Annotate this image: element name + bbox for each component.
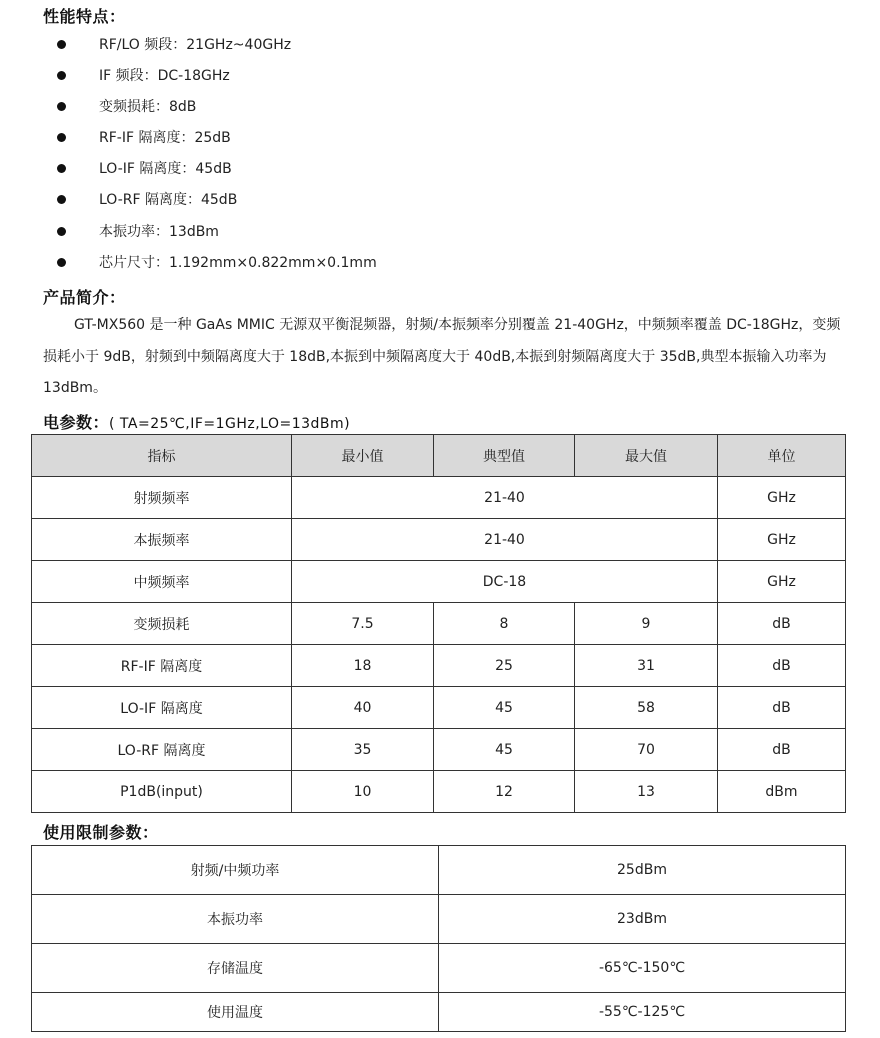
feature-text: RF/LO 频段：21GHz~40GHz: [99, 37, 292, 53]
limit-name: 使用温度: [32, 993, 439, 1032]
feature-item: [0, 248, 880, 279]
table-row: [32, 895, 846, 944]
table-row: [32, 519, 846, 561]
table-row: [32, 561, 846, 603]
feature-item: [0, 92, 880, 123]
param-name: 射频频率: [32, 477, 292, 519]
table-row: [32, 993, 846, 1032]
bullet-icon: [57, 258, 66, 267]
feature-text: 本振功率：13dBm: [99, 224, 219, 240]
header-cell: 最大值: [575, 435, 718, 477]
bullet-icon: [57, 133, 66, 142]
limit-value: 23dBm: [439, 895, 846, 944]
bullet-icon: [57, 195, 66, 204]
param-value: DC-18: [292, 561, 718, 603]
param-unit: dB: [718, 687, 846, 729]
param-min: 7.5: [292, 603, 434, 645]
limits-title: 使用限制参数：: [43, 823, 159, 842]
table-row: [32, 771, 846, 813]
bullet-icon: [57, 227, 66, 236]
param-unit: dB: [718, 729, 846, 771]
param-typ: 45: [434, 687, 575, 729]
header-cell: 指标: [32, 435, 292, 477]
param-max: 13: [575, 771, 718, 813]
bullet-icon: [57, 102, 66, 111]
feature-text: 变频损耗：8dB: [99, 99, 197, 115]
limit-value: -65℃-150℃: [439, 944, 846, 993]
param-name: P1dB(input): [32, 771, 292, 813]
bullet-icon: [57, 71, 66, 80]
feature-item: [0, 185, 880, 216]
table-row: [32, 603, 846, 645]
param-typ: 8: [434, 603, 575, 645]
feature-item: [0, 30, 880, 61]
feature-text: 芯片尺寸：1.192mm×0.822mm×0.1mm: [99, 255, 377, 271]
table-row: [32, 729, 846, 771]
header-cell: 单位: [718, 435, 846, 477]
param-max: 31: [575, 645, 718, 687]
table-row: [32, 687, 846, 729]
table-row: [32, 944, 846, 993]
limit-value: -55℃-125℃: [439, 993, 846, 1032]
bullet-icon: [57, 40, 66, 49]
feature-text: RF-IF 隔离度：25dB: [99, 130, 231, 146]
bullet-icon: [57, 164, 66, 173]
electrical-table: [31, 434, 846, 813]
features-title: 性能特点：: [43, 7, 126, 26]
table-row: [32, 645, 846, 687]
feature-text: LO-RF 隔离度：45dB: [99, 192, 238, 208]
param-typ: 45: [434, 729, 575, 771]
feature-item: [0, 61, 880, 92]
feature-item: [0, 217, 880, 248]
param-value: 21-40: [292, 477, 718, 519]
param-typ: 25: [434, 645, 575, 687]
param-unit: dB: [718, 603, 846, 645]
param-unit: dB: [718, 645, 846, 687]
param-max: 9: [575, 603, 718, 645]
param-min: 35: [292, 729, 434, 771]
table-row: [32, 846, 846, 895]
param-value: 21-40: [292, 519, 718, 561]
intro-paragraph: GT-MX560 是一种 GaAs MMIC 无源双平衡混频器，射频/本振频率分别覆盖 21-40GHz，中频频率覆盖 DC-18GHz，变频损耗小于 9dB，射频到中频隔离度大于 18dB,本振到中频隔离度大于 40dB,本振到射频隔离度大于 35dB,典型本振输入功率为 13dBm。: [43, 317, 841, 396]
header-cell: 最小值: [292, 435, 434, 477]
intro-title: 产品简介：: [43, 288, 126, 307]
header-cell: 典型值: [434, 435, 575, 477]
feature-item: [0, 154, 880, 185]
limits-table: [31, 845, 846, 1032]
param-min: 40: [292, 687, 434, 729]
param-unit: GHz: [718, 561, 846, 603]
param-min: 10: [292, 771, 434, 813]
param-min: 18: [292, 645, 434, 687]
param-unit: GHz: [718, 477, 846, 519]
param-name: 中频频率: [32, 561, 292, 603]
param-name: LO-RF 隔离度: [32, 729, 292, 771]
param-name: RF-IF 隔离度: [32, 645, 292, 687]
electrical-title: 电参数：: [43, 413, 110, 432]
limit-name: 本振功率: [32, 895, 439, 944]
param-unit: dBm: [718, 771, 846, 813]
limit-name: 存储温度: [32, 944, 439, 993]
feature-text: IF 频段：DC-18GHz: [99, 68, 230, 84]
electrical-conditions: ( TA=25℃,IF=1GHz,LO=13dBm): [109, 416, 351, 432]
param-name: 变频损耗: [32, 603, 292, 645]
param-name: LO-IF 隔离度: [32, 687, 292, 729]
limit-value: 25dBm: [439, 846, 846, 895]
electrical-title-row: [43, 410, 350, 433]
param-typ: 12: [434, 771, 575, 813]
feature-text: LO-IF 隔离度：45dB: [99, 161, 232, 177]
param-unit: GHz: [718, 519, 846, 561]
param-name: 本振频率: [32, 519, 292, 561]
param-max: 70: [575, 729, 718, 771]
table-header-row: [32, 435, 846, 477]
table-row: [32, 477, 846, 519]
param-max: 58: [575, 687, 718, 729]
limit-name: 射频/中频功率: [32, 846, 439, 895]
feature-item: [0, 123, 880, 154]
